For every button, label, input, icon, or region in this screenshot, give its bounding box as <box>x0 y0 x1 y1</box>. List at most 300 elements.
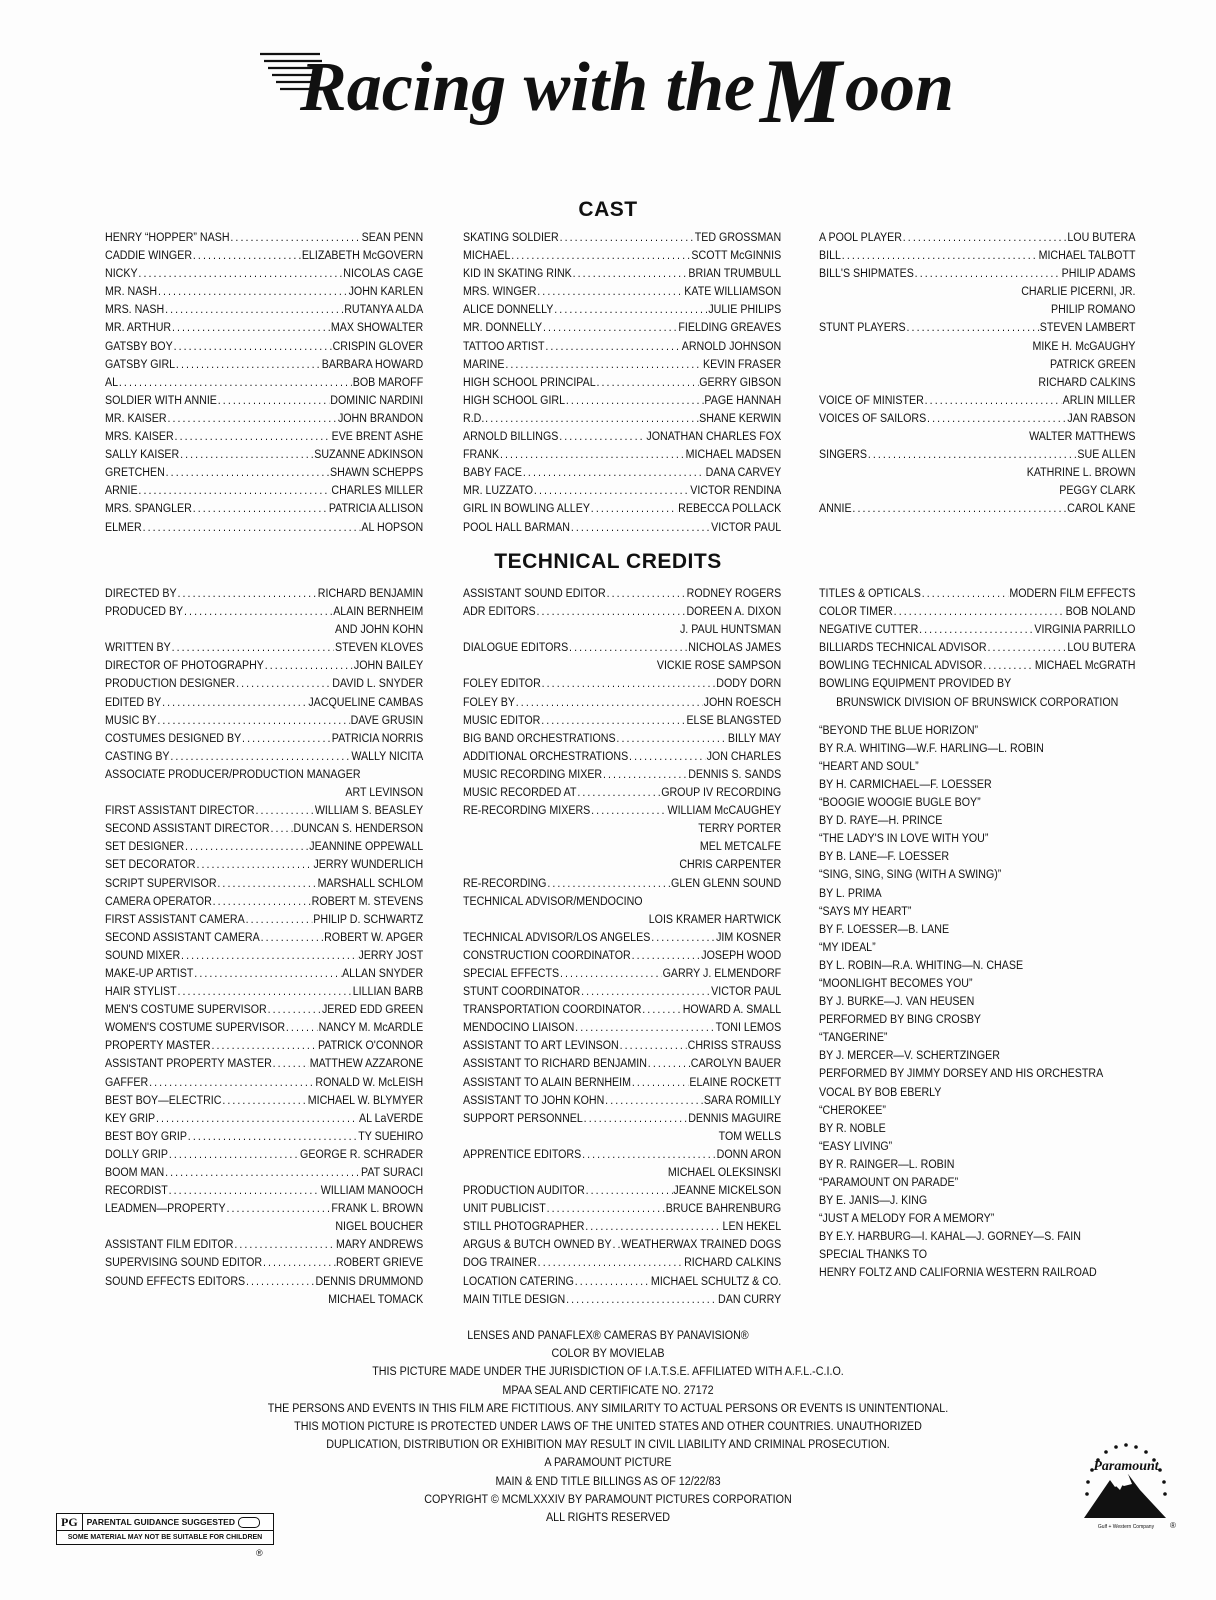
credit-role: DIALOGUE EDITORS <box>463 640 569 655</box>
footer-line: A PARAMOUNT PICTURE <box>544 1455 672 1470</box>
cast-heading: CAST <box>578 198 638 221</box>
credit-row <box>819 246 1135 264</box>
credit-name: CHARLES MILLER <box>331 483 424 498</box>
credit-role: STUNT COORDINATOR <box>463 984 581 999</box>
song-line: PERFORMED BY BING CROSBY <box>819 1012 982 1027</box>
credit-name: AL HOPSON <box>361 519 424 534</box>
credit-row <box>105 355 423 373</box>
credit-row <box>463 711 781 729</box>
credit-continuation <box>463 1163 781 1181</box>
credit-name: JOSEPH WOOD <box>701 947 782 962</box>
leader-dots <box>213 892 311 910</box>
credit-role: STUNT PLAYERS <box>819 320 906 335</box>
credit-role: MAIN TITLE DESIGN <box>463 1291 566 1306</box>
credit-role: HENRY “HOPPER” NASH <box>105 230 230 244</box>
leader-dots <box>566 391 704 409</box>
credit-row <box>463 373 781 391</box>
credit-role: ANNIE <box>819 501 852 516</box>
leader-dots <box>172 318 330 336</box>
footer-line: THE PERSONS AND EVENTS IN THIS FILM ARE FICTITIOUS. ANY SIMILARITY TO ACTUAL PERSONS OR EVENTS IS UNINTENTIONAL. <box>267 1400 949 1415</box>
credit-role: UNIT PUBLICIST <box>463 1201 546 1216</box>
credit-role: CADDIE WINGER <box>105 248 193 263</box>
svg-text:M: M <box>760 42 842 134</box>
leader-dots <box>581 982 710 1000</box>
credit-continuation <box>105 1290 423 1308</box>
credit-name: SHANE KERWIN <box>699 410 782 425</box>
credit-role: TATTOO ARTIST <box>463 338 545 353</box>
credit-name: LOU BUTERA <box>1067 230 1136 244</box>
credit-name: DONN ARON <box>716 1146 782 1161</box>
leader-dots <box>505 355 702 373</box>
credit-row <box>105 1235 423 1253</box>
leader-dots <box>543 318 677 336</box>
leader-dots <box>919 620 1033 638</box>
credit-row <box>819 638 1135 656</box>
credit-name: GERRY GIBSON <box>699 374 782 389</box>
credit-continuation <box>819 337 1135 355</box>
leader-dots <box>575 1018 715 1036</box>
credit-role: MR. ARTHUR <box>105 320 172 335</box>
credit-role: BABY FACE <box>463 465 523 480</box>
credit-row <box>463 318 781 336</box>
credit-role: MUSIC BY <box>105 712 157 727</box>
credit-name: DAVE GRUSIN <box>350 712 424 727</box>
leader-dots <box>138 481 330 499</box>
pg-rating-box <box>56 1513 274 1545</box>
credit-name: FIELDING GREAVES <box>678 320 782 335</box>
svg-text:oon: oon <box>845 49 954 126</box>
leader-dots <box>170 747 350 765</box>
credit-row <box>105 1272 423 1290</box>
credit-row <box>463 1181 781 1199</box>
credit-name: MICHAEL SCHULTZ & CO. <box>650 1273 782 1288</box>
leader-dots <box>603 765 687 783</box>
credit-name: MICHAEL OLEKSINSKI <box>667 1165 782 1179</box>
footer-line: COPYRIGHT © MCMLXXXIV BY PARAMOUNT PICTURES CORPORATION <box>424 1491 792 1506</box>
credit-name: JACQUELINE CAMBAS <box>308 694 424 709</box>
credit-name: CRISPIN GLOVER <box>332 338 424 353</box>
credit-role: MUSIC EDITOR <box>463 712 541 727</box>
leader-dots <box>907 318 1039 336</box>
leader-dots <box>566 1290 717 1308</box>
credit-name: MICHAEL MADSEN <box>685 447 782 462</box>
leader-dots <box>175 427 331 445</box>
leader-dots <box>516 693 703 711</box>
credit-row <box>463 300 781 318</box>
credit-role: ALICE DONNELLY <box>463 302 554 317</box>
credit-row <box>463 1109 781 1127</box>
credit-name: CAROLYN BAUER <box>690 1056 782 1071</box>
credit-role: HIGH SCHOOL PRINCIPAL <box>463 374 596 389</box>
leader-dots <box>162 693 307 711</box>
credit-row <box>463 427 781 445</box>
credit-role: BILL <box>819 248 841 263</box>
credit-name: KATHRINE L. BROWN <box>1026 465 1136 480</box>
credit-row <box>105 264 423 282</box>
credit-role: TRANSPORTATION COORDINATOR <box>463 1002 642 1017</box>
credit-role: MRS. KAISER <box>105 429 174 444</box>
leader-dots <box>573 264 688 282</box>
leader-dots <box>273 1054 309 1072</box>
credit-role: BEST BOY—ELECTRIC <box>105 1092 222 1107</box>
credit-name: VICTOR RENDINA <box>690 483 782 498</box>
leader-dots <box>211 1036 317 1054</box>
credit-row <box>819 620 1135 638</box>
credit-role: MEN'S COSTUME SUPERVISOR <box>105 1002 267 1017</box>
credit-row <box>105 1018 423 1036</box>
song-line: BY E.Y. HARBURG—I. KAHAL—J. GORNEY—S. FAIN <box>819 1229 1081 1244</box>
credit-name: DANA CARVEY <box>705 465 782 480</box>
leader-dots <box>987 638 1066 656</box>
credit-role: PRODUCED BY <box>105 604 184 619</box>
credit-continuation <box>463 910 781 928</box>
song-line: “BEYOND THE BLUE HORIZON” <box>819 722 979 737</box>
credit-row <box>105 1145 423 1163</box>
credit-role: PRODUCTION DESIGNER <box>105 676 236 691</box>
credit-role: MARINE <box>463 356 505 371</box>
credit-name: WALTER MATTHEWS <box>1029 429 1136 444</box>
credit-name: KEVIN FRASER <box>703 356 782 371</box>
leader-dots <box>268 1000 322 1018</box>
credit-role: SUPERVISING SOUND EDITOR <box>105 1255 263 1270</box>
credit-name: PATRICK GREEN <box>1050 356 1136 371</box>
credit-name: JERRY WUNDERLICH <box>313 857 424 872</box>
credit-role: BOOM MAN <box>105 1165 165 1179</box>
credit-row <box>105 1091 423 1109</box>
pg-text: PARENTAL GUIDANCE SUGGESTED <box>86 1517 235 1527</box>
credit-role: BEST BOY GRIP <box>105 1128 187 1143</box>
leader-dots <box>270 819 292 837</box>
credit-name: JERED EDD GREEN <box>321 1002 424 1017</box>
credit-name: SHAWN SCHEPPS <box>330 465 424 480</box>
credit-role: NICKY <box>105 266 138 281</box>
credit-name: STEVEN KLOVES <box>334 640 424 655</box>
credit-role: MRS. WINGER <box>463 284 537 299</box>
leader-dots <box>226 1199 330 1217</box>
credit-name: LEN HEKEL <box>722 1219 782 1234</box>
credit-row <box>105 228 423 246</box>
song-line: BY J. BURKE—J. VAN HEUSEN <box>819 994 975 1009</box>
leader-dots <box>591 801 667 819</box>
leader-dots <box>119 373 352 391</box>
song-line: “THE LADY'S IN LOVE WITH YOU” <box>819 831 989 846</box>
leader-dots <box>167 409 337 427</box>
credit-name: DAVID L. SNYDER <box>332 676 424 691</box>
song-line: BY R.A. WHITING—W.F. HARLING—L. ROBIN <box>819 740 1044 755</box>
credit-role: APPRENTICE EDITORS <box>463 1146 582 1161</box>
credit-name: RODNEY ROGERS <box>686 586 782 600</box>
credit-row <box>105 1127 423 1145</box>
song-line: BY R. NOBLE <box>819 1120 886 1135</box>
credit-name: AL LaVERDE <box>359 1110 424 1125</box>
credit-row <box>105 318 423 336</box>
credit-role: SCRIPT SUPERVISOR <box>105 875 217 890</box>
credit-role: MUSIC RECORDED AT <box>463 785 577 800</box>
leader-dots <box>246 910 313 928</box>
credit-row <box>105 910 423 928</box>
credit-row <box>105 481 423 499</box>
leader-dots <box>156 1109 358 1127</box>
credit-name: WALLY NICITA <box>351 748 424 763</box>
credit-name: JERRY JOST <box>358 947 424 962</box>
leader-dots <box>261 928 324 946</box>
credit-continuation <box>819 300 1135 318</box>
leader-dots <box>569 638 687 656</box>
credit-row <box>463 1018 781 1036</box>
credit-name: CHRISS STRAUSS <box>687 1038 782 1053</box>
credit-name: MEL METCALFE <box>699 839 782 854</box>
credit-name: RICHARD BENJAMIN <box>317 586 424 600</box>
credit-role: MICHAEL <box>463 248 511 263</box>
credit-name: ROBERT GRIEVE <box>335 1255 424 1270</box>
leader-dots <box>218 391 330 409</box>
leader-dots <box>582 1145 716 1163</box>
credit-row <box>105 874 423 892</box>
song-line: BY B. LANE—F. LOESSER <box>819 849 950 864</box>
song-line: “CHEROKEE” <box>819 1102 886 1117</box>
credit-role: HIGH SCHOOL GIRL <box>463 392 566 407</box>
credit-continuation <box>819 463 1135 481</box>
credit-role: ASSISTANT FILM EDITOR <box>105 1237 234 1252</box>
credit-role: SOLDIER WITH ANNIE <box>105 392 217 407</box>
credit-role: SKATING SOLDIER <box>463 230 559 244</box>
credit-row <box>105 463 423 481</box>
credit-name: DENNIS MAGUIRE <box>688 1110 782 1125</box>
leader-dots <box>541 711 685 729</box>
credit-role: TITLES & OPTICALS <box>819 586 921 600</box>
credit-row <box>105 892 423 910</box>
credit-name: CHARLIE PICERNI, JR. <box>1021 284 1136 299</box>
song-line: “SAYS MY HEART” <box>819 903 912 918</box>
credit-row <box>463 964 781 982</box>
credit-row <box>463 1235 781 1253</box>
credit-line: BOWLING EQUIPMENT PROVIDED BY <box>819 676 1012 691</box>
credit-role: KEY GRIP <box>105 1110 156 1125</box>
credit-row <box>463 445 781 463</box>
credit-row <box>105 638 423 656</box>
credit-name: FRANK L. BROWN <box>331 1201 424 1216</box>
leader-dots <box>584 1109 688 1127</box>
song-line: PERFORMED BY JIMMY DORSEY AND HIS ORCHESTRA <box>819 1066 1104 1081</box>
leader-dots <box>903 228 1067 246</box>
title-text: Racing with the <box>300 49 756 126</box>
credit-role: FRANK <box>463 447 500 462</box>
credit-row <box>105 964 423 982</box>
credit-role: GAFFER <box>105 1074 149 1089</box>
credit-role: LOCATION CATERING <box>463 1273 574 1288</box>
credit-name: PATRICIA ALLISON <box>328 501 424 516</box>
credit-name: PAT SURACI <box>361 1165 424 1179</box>
credit-role: DIRECTED BY <box>105 586 177 600</box>
credit-row <box>463 391 781 409</box>
credit-name: BRUNSWICK DIVISION OF BRUNSWICK CORPORATION <box>836 694 1119 709</box>
credit-row <box>463 1091 781 1109</box>
credit-role: RE-RECORDING <box>463 875 547 890</box>
credit-row <box>463 282 781 300</box>
title-logo-graphic <box>260 42 960 134</box>
leader-dots <box>629 747 706 765</box>
credit-row <box>819 656 1135 674</box>
leader-dots <box>230 228 360 246</box>
credit-name: ELIZABETH McGOVERN <box>301 248 424 263</box>
credit-row <box>105 282 423 300</box>
credit-name: WEATHERWAX TRAINED DOGS <box>621 1237 782 1252</box>
leader-dots <box>560 228 694 246</box>
credit-name: JEANNE MICKELSON <box>673 1183 782 1198</box>
footer-line: COLOR BY MOVIELAB <box>551 1346 665 1361</box>
credit-role: ASSISTANT TO RICHARD BENJAMIN <box>463 1056 647 1071</box>
footer-line: THIS PICTURE MADE UNDER THE JURISDICTION OF I.A.T.S.E. AFFILIATED WITH A.F.L.-C.I.O. <box>372 1364 844 1379</box>
credit-name: MICHAEL W. BLYMYER <box>307 1092 424 1107</box>
credit-name: NIGEL BOUCHER <box>335 1219 424 1234</box>
credit-row <box>463 584 781 602</box>
credit-name: VICTOR PAUL <box>711 984 782 999</box>
pg-note: SOME MATERIAL MAY NOT BE SUITABLE FOR CHILDREN <box>67 1534 263 1541</box>
credit-name: AND JOHN KOHN <box>334 622 424 637</box>
credit-role: CONSTRUCTION COORDINATOR <box>463 947 631 962</box>
credit-role: ASSISTANT PROPERTY MASTER <box>105 1056 272 1071</box>
leader-dots <box>571 518 710 536</box>
credit-name: DENNIS DRUMMOND <box>315 1273 424 1288</box>
credit-role: LEADMEN—PROPERTY <box>105 1201 226 1216</box>
leader-dots <box>554 300 707 318</box>
credit-name: VIRGINIA PARRILLO <box>1034 622 1136 637</box>
credit-role: DOLLY GRIP <box>105 1146 168 1161</box>
credit-row <box>105 1163 423 1181</box>
credit-role: MRS. SPANGLER <box>105 501 192 516</box>
song-line: “TANGERINE” <box>819 1030 888 1045</box>
leader-dots <box>188 1127 358 1145</box>
credit-name: TERRY PORTER <box>698 821 782 836</box>
credit-row <box>105 337 423 355</box>
credit-name: ELSE BLANGSTED <box>686 712 782 727</box>
credit-name: J. PAUL HUNTSMAN <box>679 622 782 637</box>
cast-column-2 <box>463 228 781 536</box>
credit-continuation <box>819 693 1135 711</box>
legal-footer <box>0 1326 1216 1526</box>
credit-role: ASSISTANT TO JOHN KOHN <box>463 1092 605 1107</box>
credit-name: JONATHAN CHARLES FOX <box>646 429 782 444</box>
credit-name: MARSHALL SCHLOM <box>317 875 424 890</box>
credit-name: BOB NOLAND <box>1065 604 1136 619</box>
leader-dots <box>523 463 705 481</box>
credit-row <box>463 765 781 783</box>
credit-role: GATSBY GIRL <box>105 356 176 371</box>
credit-role: BIG BAND ORCHESTRATIONS <box>463 730 616 745</box>
credit-row <box>105 801 423 819</box>
credit-role: VOICE OF MINISTER <box>819 392 924 407</box>
song-credits <box>819 721 1135 1282</box>
credit-row <box>105 1073 423 1091</box>
leader-dots <box>138 264 342 282</box>
credit-row <box>463 928 781 946</box>
credit-row <box>105 946 423 964</box>
credit-name: MICHAEL TOMACK <box>328 1291 424 1306</box>
credit-continuation <box>463 819 781 837</box>
credit-name: VICKIE ROSE SAMPSON <box>656 658 782 673</box>
credit-role: CAMERA OPERATOR <box>105 893 212 908</box>
credit-row <box>105 1054 423 1072</box>
credit-name: JOHN KARLEN <box>348 284 424 299</box>
credit-role: BOWLING TECHNICAL ADVISOR <box>819 658 983 673</box>
leader-dots <box>166 463 330 481</box>
credit-name: PHILIP ROMANO <box>1050 302 1136 317</box>
credit-row <box>463 1145 781 1163</box>
leader-dots <box>560 964 662 982</box>
footer-line: MAIN & END TITLE BILLINGS AS OF 12/22/83 <box>495 1473 721 1488</box>
credit-row <box>819 584 1135 602</box>
credit-row <box>105 373 423 391</box>
leader-dots <box>591 499 677 517</box>
leader-dots <box>172 638 335 656</box>
credit-name: TOM WELLS <box>718 1128 782 1143</box>
song-line: “BOOGIE WOOGIE BUGLE BOY” <box>819 795 981 810</box>
credit-role: MENDOCINO LIAISON <box>463 1020 575 1035</box>
credit-role: MR. DONNELLY <box>463 320 543 335</box>
credit-role: RE-RECORDING MIXERS <box>463 803 591 818</box>
credit-role: EDITED BY <box>105 694 162 709</box>
credit-name: TED GROSSMAN <box>694 230 782 244</box>
leader-dots <box>246 1272 315 1290</box>
credit-line: TECHNICAL ADVISOR/MENDOCINO <box>463 893 643 908</box>
song-line: BY E. JANIS—J. KING <box>819 1193 928 1208</box>
credit-role: ASSISTANT TO ALAIN BERNHEIM <box>463 1074 631 1089</box>
leader-dots <box>180 445 313 463</box>
credit-role: FIRST ASSISTANT DIRECTOR <box>105 803 255 818</box>
cast-column-3 <box>819 228 1135 518</box>
paramount-registered-mark: ® <box>1170 1521 1176 1530</box>
credit-role: FOLEY BY <box>463 694 515 709</box>
credit-role: MR. LUZZATO <box>463 483 534 498</box>
leader-dots <box>922 584 1009 602</box>
leader-dots <box>255 801 313 819</box>
credit-row <box>105 819 423 837</box>
leader-dots <box>242 729 331 747</box>
song-line: BY F. LOESSER—B. LANE <box>819 921 950 936</box>
credit-name: ARNOLD JOHNSON <box>681 338 782 353</box>
credit-name: JOHN BAILEY <box>353 658 424 673</box>
leader-dots <box>538 1253 684 1271</box>
leader-dots <box>196 855 312 873</box>
credit-name: WILLIAM S. BEASLEY <box>314 803 424 818</box>
credit-continuation <box>819 373 1135 391</box>
credit-name: PEGGY CLARK <box>1059 483 1136 498</box>
credit-role: DIRECTOR OF PHOTOGRAPHY <box>105 658 264 673</box>
credit-row <box>463 874 781 892</box>
credit-role: COLOR TIMER <box>819 604 893 619</box>
leader-dots <box>236 674 331 692</box>
leader-dots <box>286 1018 318 1036</box>
leader-dots <box>176 355 321 373</box>
song-line: BY R. RAINGER—L. ROBIN <box>819 1156 955 1171</box>
leader-dots <box>651 928 715 946</box>
credit-name: GROUP IV RECORDING <box>661 785 782 800</box>
leader-dots <box>616 729 727 747</box>
credit-name: JOHN ROESCH <box>703 694 782 709</box>
credit-continuation <box>105 1217 423 1235</box>
credit-role: WOMEN'S COSTUME SUPERVISOR <box>105 1020 286 1035</box>
credit-row <box>463 518 781 536</box>
title-logo <box>260 42 960 134</box>
credit-role: NEGATIVE CUTTER <box>819 622 919 637</box>
tech-column-1 <box>105 584 423 1308</box>
leader-dots <box>577 783 660 801</box>
leader-dots <box>165 1163 360 1181</box>
leader-dots <box>559 427 645 445</box>
credit-role: KID IN SKATING RINK <box>463 266 572 281</box>
credit-row <box>819 391 1135 409</box>
credit-row <box>463 1290 781 1308</box>
